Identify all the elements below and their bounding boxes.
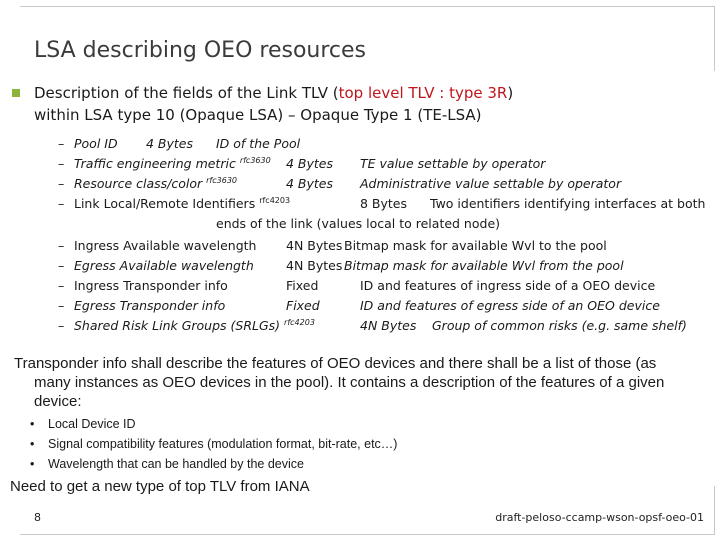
dash-marker: – <box>58 176 65 191</box>
field-ref: rfc4203 <box>284 318 315 327</box>
field-row-ingress-tp <box>58 278 718 298</box>
intro-part2: ) <box>507 84 514 102</box>
field-row-egress-tp <box>58 298 718 318</box>
field-desc: Bitmap mask for available Wvl to the pool <box>344 238 607 253</box>
document-name: draft-peloso-ccamp-wson-opsf-oeo-01 <box>495 511 704 524</box>
page-number: 8 <box>34 511 41 524</box>
field-size: 4 Bytes <box>286 176 334 191</box>
field-row-pool-id <box>58 136 718 156</box>
field-size: 4N Bytes <box>360 318 417 333</box>
field-size: 8 Bytes <box>360 196 408 211</box>
field-row-ingress-wl <box>58 238 718 258</box>
field-desc: Bitmap mask for available Wvl from the pool <box>344 258 624 273</box>
list-item: • Wavelength that can be handled by the device <box>30 454 690 474</box>
field-desc: Group of common risks (e.g. same shelf) <box>432 318 687 333</box>
field-desc: Two identifiers identifying interfaces at both <box>430 196 706 211</box>
field-list <box>58 136 718 338</box>
field-name: Link Local/Remote Identifiers <box>74 196 256 212</box>
field-name: Ingress Transponder info <box>74 278 228 293</box>
dash-marker: – <box>58 318 65 333</box>
transponder-paragraph <box>14 354 714 411</box>
field-desc: ID and features of egress side of an OEO device <box>360 298 660 313</box>
dash-marker: – <box>58 196 65 211</box>
field-name: Traffic engineering metric <box>74 156 236 172</box>
field-name: Resource class/color <box>74 176 203 192</box>
field-continuation: ends of the link (values local to related node) <box>216 216 501 231</box>
iana-note: Need to get a new type of top TLV from IANA <box>10 478 310 495</box>
field-desc: Administrative value settable by operator <box>360 176 622 191</box>
field-size: 4N Bytes <box>286 238 343 253</box>
field-row-te-metric <box>58 156 718 176</box>
intro-part1: Description of the fields of the Link TLV ( <box>34 84 339 102</box>
field-name-wrap <box>74 156 271 171</box>
field-name-wrap <box>74 196 290 211</box>
dash-marker: – <box>58 136 65 151</box>
field-row-srlg <box>58 318 718 338</box>
main-bullet <box>12 82 712 126</box>
field-ref: rfc4203 <box>259 196 291 205</box>
field-desc: ID and features of ingress side of a OEO device <box>360 278 656 293</box>
field-row-resource-class <box>58 176 718 196</box>
para-line-2: many instances as OEO devices in the pool). It contains a description of the features of a given <box>34 374 665 391</box>
field-size: Fixed <box>286 298 320 313</box>
dash-marker: – <box>58 156 65 171</box>
field-ref: rfc3630 <box>206 176 238 185</box>
field-size: Fixed <box>286 278 319 293</box>
feature-list <box>30 414 690 474</box>
dash-marker: – <box>58 238 65 253</box>
field-row-link-ids <box>58 196 718 216</box>
dash-marker: – <box>58 258 65 273</box>
field-name: Pool ID <box>74 136 118 151</box>
slide-title: LSA describing OEO resources <box>34 38 367 63</box>
field-desc: TE value settable by operator <box>360 156 546 171</box>
intro-highlight: top level TLV : type 3R <box>338 84 508 102</box>
field-name-wrap <box>74 176 237 191</box>
intro-line2: within LSA type 10 (Opaque LSA) – Opaque Type 1 (TE-LSA) <box>34 106 482 124</box>
dash-marker: – <box>58 298 65 313</box>
field-size: 4 Bytes <box>286 156 334 171</box>
field-row-egress-wl <box>58 258 718 278</box>
dash-marker: – <box>58 278 65 293</box>
field-name-wrap <box>74 318 315 333</box>
main-bullet-text <box>34 82 712 126</box>
para-line-3: device: <box>34 393 82 410</box>
list-item: • Local Device ID <box>30 414 690 434</box>
field-size: 4 Bytes <box>146 136 194 151</box>
field-name: Shared Risk Link Groups (SRLGs) <box>74 318 281 334</box>
field-ref: rfc3630 <box>239 156 271 165</box>
list-item: • Signal compatibility features (modulation format, bit-rate, etc…) <box>30 434 690 454</box>
square-bullet-icon <box>12 89 20 97</box>
field-size: 4N Bytes <box>286 258 343 273</box>
field-desc: ID of the Pool <box>216 136 301 151</box>
para-line-1: Transponder info shall describe the features of OEO devices and there shall be a list of those (as <box>14 355 657 372</box>
field-name: Ingress Available wavelength <box>74 238 257 253</box>
field-name: Egress Transponder info <box>74 298 226 313</box>
field-name: Egress Available wavelength <box>74 258 254 273</box>
